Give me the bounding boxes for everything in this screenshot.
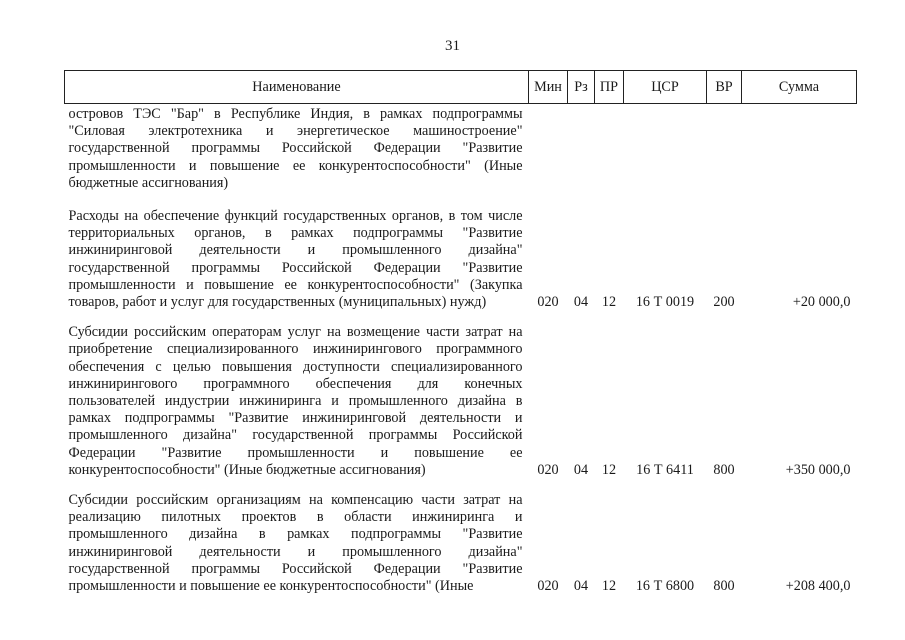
row-rz: 04 [573, 578, 589, 595]
row-description: островов ТЭС "Бар" в Республике Индия, в рамках подпрограммы "Силовая электротехника и энергетическое машиностроение" государственной программы Российской Федерации "Развитие промышленности и повышение ее конкурентоспособности" (Иные бюджетные ассигнования) [68, 106, 523, 191]
row-pr [595, 104, 624, 204]
row-csr: 16 Т 0019 [635, 294, 695, 311]
table-row [65, 104, 857, 204]
row-description: Субсидии российским операторам услуг на возмещение части затрат на приобретение специализированного инжинирингового программного обеспечения с целью повышения доступности специализированного инжинирингового программного обеспечения для конечных пользователей индустрии инжиниринга и промышленного дизайна в рамках подпрограммы "Развитие инжиниринговой деятельности и промышленного дизайна" государственной программы Российской Федерации "Развитие промышленности и повышение ее конкурентоспособности" (Иные бюджетные ассигнования) [68, 324, 523, 478]
row-min: 020 [537, 461, 559, 478]
row-pr: 12 [601, 578, 617, 595]
header-csr: ЦСР [624, 71, 707, 104]
row-csr [624, 104, 707, 204]
page-number: 31 [445, 38, 460, 54]
row-vr [707, 104, 742, 204]
row-vr: 800 [713, 578, 735, 595]
row-min: 020 [537, 294, 559, 311]
header-sum: Сумма [742, 71, 857, 104]
table-row [65, 319, 857, 487]
row-pr: 12 [601, 294, 617, 311]
header-row [65, 71, 857, 104]
row-rz [568, 104, 595, 204]
row-sum: +350 000,0 [785, 461, 851, 478]
row-vr: 800 [713, 461, 735, 478]
row-csr: 16 Т 6800 [635, 578, 695, 595]
header-vr: ВР [707, 71, 742, 104]
header-min: Мин [529, 71, 568, 104]
row-description: Расходы на обеспечение функций государственных органов, в том числе территориальных органов, в рамках подпрограммы "Развитие инжиниринговой деятельности и промышленного дизайна" государственной программы Российской Федерации "Развитие промышленности и повышение ее конкурентоспособности" (Закупка товаров, работ и услуг для государственных (муниципальных) нужд) [68, 208, 523, 311]
row-sum: +20 000,0 [792, 294, 851, 311]
row-csr: 16 Т 6411 [636, 461, 694, 478]
row-rz: 04 [573, 294, 589, 311]
header-pr: ПР [595, 71, 624, 104]
row-vr: 200 [713, 294, 735, 311]
row-min: 020 [537, 578, 559, 595]
table-row [65, 487, 857, 603]
row-sum [742, 104, 857, 204]
row-description: Субсидии российским организациям на компенсацию части затрат на реализацию пилотных проектов в области инжиниринга и промышленного дизайна в рамках подпрограммы "Развитие инжиниринговой деятельности и промышленного дизайна" государственной программы Российской Федерации "Развитие промышленности и повышение ее конкурентоспособности" (Иные [68, 492, 523, 595]
header-name: Наименование [65, 71, 529, 104]
row-min [529, 104, 568, 204]
budget-table [64, 70, 857, 603]
header-rz: Рз [568, 71, 595, 104]
row-pr: 12 [601, 461, 617, 478]
row-sum: +208 400,0 [785, 578, 851, 595]
row-rz: 04 [573, 461, 589, 478]
table-row [65, 203, 857, 319]
